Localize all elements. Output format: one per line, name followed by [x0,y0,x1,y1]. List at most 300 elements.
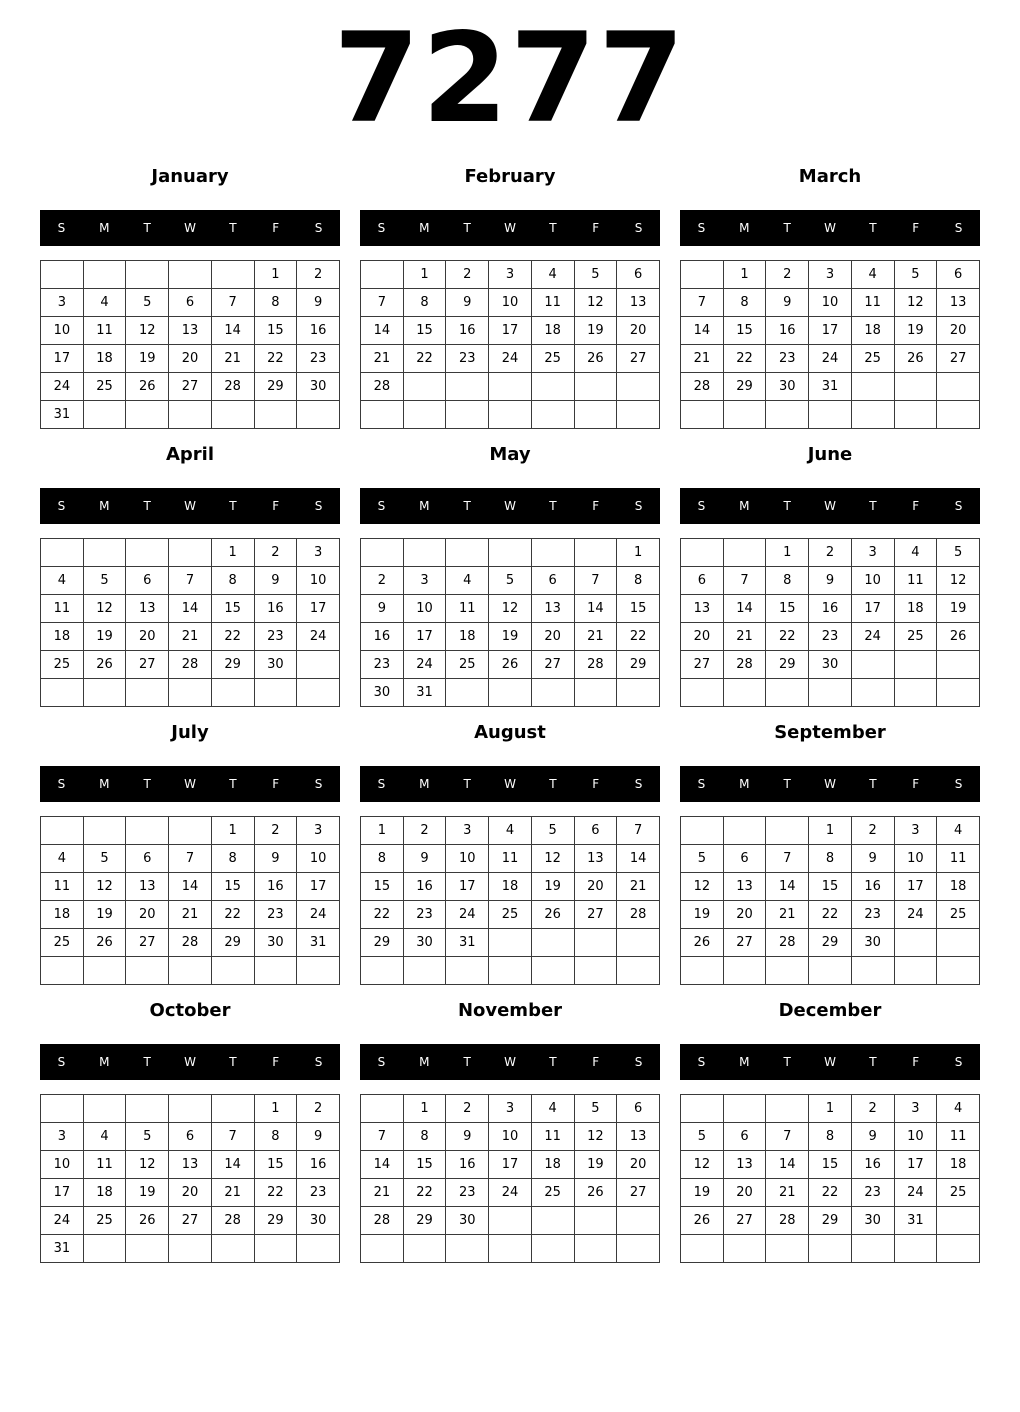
day-cell [531,679,574,707]
day-cell [851,679,894,707]
day-cell [937,1235,980,1263]
day-cell: 27 [617,345,660,373]
day-cell: 6 [723,1123,766,1151]
day-cell [723,1095,766,1123]
day-cell: 30 [851,929,894,957]
day-cell: 2 [297,1095,340,1123]
day-cell [531,1207,574,1235]
week-row [681,595,980,623]
day-cell: 24 [489,345,532,373]
weekday-label: F [272,221,280,235]
day-cell: 11 [41,873,84,901]
day-cell: 2 [403,817,446,845]
week-row [41,317,340,345]
day-cell: 24 [894,901,937,929]
day-cell [211,401,254,429]
day-cell: 7 [361,289,404,317]
day-cell [766,1095,809,1123]
day-cell [681,957,724,985]
week-row [41,901,340,929]
day-cell [531,373,574,401]
day-cell: 3 [489,261,532,289]
day-cell: 20 [723,901,766,929]
weekday-label: S [314,221,323,235]
day-cell: 9 [403,845,446,873]
day-cell [531,401,574,429]
week-row [361,1235,660,1263]
day-cell: 11 [446,595,489,623]
day-cell [894,679,937,707]
day-cell: 21 [211,345,254,373]
day-cell: 29 [766,651,809,679]
day-cell: 29 [361,929,404,957]
day-cell: 3 [41,1123,84,1151]
day-cell: 2 [851,1095,894,1123]
day-cell: 19 [937,595,980,623]
day-cell [361,539,404,567]
day-cell [681,401,724,429]
day-cell: 9 [446,1123,489,1151]
week-row [681,1207,980,1235]
month-name: October [149,1000,231,1021]
day-cell: 11 [83,1151,126,1179]
day-cell [723,679,766,707]
day-cell [83,1235,126,1263]
day-cell: 31 [41,1235,84,1263]
weekday-label: T [463,499,471,513]
weekday-header [680,1044,980,1080]
day-cell: 8 [254,1123,297,1151]
day-cell: 29 [211,651,254,679]
day-cell: 3 [297,817,340,845]
day-cell: 11 [531,1123,574,1151]
day-cell: 19 [126,1179,169,1207]
weekday-label: W [504,499,516,513]
weekday-label: W [824,221,836,235]
day-cell [766,679,809,707]
weekday-label: S [954,499,963,513]
weekday-label: W [184,221,196,235]
weekday-label: T [463,221,471,235]
week-row [361,1095,660,1123]
day-grid [40,260,340,429]
week-row [681,845,980,873]
day-cell: 14 [361,317,404,345]
weekday-label: S [697,499,706,513]
day-cell: 3 [446,817,489,845]
day-cell [41,539,84,567]
day-cell: 9 [851,845,894,873]
day-cell: 9 [297,1123,340,1151]
week-row [41,595,340,623]
day-cell [489,539,532,567]
day-cell: 22 [211,623,254,651]
day-cell [211,261,254,289]
week-row [41,957,340,985]
day-cell: 21 [574,623,617,651]
week-row [681,317,980,345]
day-cell: 20 [617,1151,660,1179]
day-cell: 20 [617,317,660,345]
day-cell: 8 [361,845,404,873]
day-cell: 17 [297,595,340,623]
week-row [41,1207,340,1235]
day-cell [446,1235,489,1263]
day-cell: 17 [851,595,894,623]
day-cell: 26 [531,901,574,929]
weekday-label: T [143,1055,151,1069]
day-cell: 10 [41,1151,84,1179]
day-cell: 22 [361,901,404,929]
weekday-label: M [739,777,750,791]
weekday-label: F [272,1055,280,1069]
weekday-label: S [57,777,66,791]
day-cell [766,957,809,985]
day-cell: 6 [681,567,724,595]
day-cell [574,679,617,707]
day-cell: 27 [126,929,169,957]
day-cell: 26 [574,1179,617,1207]
day-cell: 27 [126,651,169,679]
day-cell: 11 [937,845,980,873]
day-cell: 5 [574,261,617,289]
day-cell: 16 [361,623,404,651]
day-cell: 29 [809,1207,852,1235]
day-cell [41,957,84,985]
day-cell [617,1235,660,1263]
day-cell: 4 [83,1123,126,1151]
weekday-label: S [954,777,963,791]
day-cell [894,1235,937,1263]
day-cell: 13 [126,873,169,901]
day-cell: 2 [446,1095,489,1123]
day-cell: 24 [297,901,340,929]
weekday-label: T [783,499,791,513]
day-cell: 30 [297,373,340,401]
day-cell: 12 [126,317,169,345]
day-cell: 16 [254,873,297,901]
day-cell: 12 [126,1151,169,1179]
weekday-header [680,766,980,802]
day-cell: 25 [41,651,84,679]
day-cell: 14 [211,1151,254,1179]
week-row [361,623,660,651]
weekday-label: S [634,777,643,791]
day-cell: 29 [254,1207,297,1235]
week-row [361,817,660,845]
day-cell: 10 [489,289,532,317]
day-cell [297,651,340,679]
month-name: March [798,166,862,187]
weekday-label: S [697,221,706,235]
month-name: December [778,1000,882,1021]
day-cell: 21 [766,1179,809,1207]
day-cell: 2 [851,817,894,845]
day-cell [937,1207,980,1235]
week-row [41,1179,340,1207]
day-cell: 4 [489,817,532,845]
day-cell: 19 [681,901,724,929]
day-cell: 10 [809,289,852,317]
day-cell [126,817,169,845]
day-cell: 1 [403,261,446,289]
weekday-label: T [549,777,557,791]
day-cell: 27 [681,651,724,679]
day-cell: 7 [211,289,254,317]
day-cell: 24 [489,1179,532,1207]
day-cell: 26 [126,373,169,401]
weekday-label: T [549,1055,557,1069]
day-cell [211,1235,254,1263]
weekday-label: W [504,1055,516,1069]
month-name: February [464,166,556,187]
month-name: July [171,722,209,743]
day-cell [169,679,212,707]
day-cell [489,929,532,957]
day-cell: 30 [851,1207,894,1235]
weekday-label: S [57,1055,66,1069]
weekday-label: S [634,221,643,235]
week-row [681,345,980,373]
week-row [361,679,660,707]
day-cell: 15 [254,1151,297,1179]
weekday-label: F [592,777,600,791]
day-cell: 28 [681,373,724,401]
day-cell: 23 [297,1179,340,1207]
day-cell: 13 [531,595,574,623]
day-cell: 17 [41,345,84,373]
day-cell: 20 [574,873,617,901]
day-cell: 7 [723,567,766,595]
weekday-label: W [824,499,836,513]
day-grid [680,260,980,429]
day-cell: 30 [446,1207,489,1235]
day-cell: 29 [254,373,297,401]
weekday-label: F [912,1055,920,1069]
day-cell: 10 [894,1123,937,1151]
weekday-label: M [739,221,750,235]
day-cell: 23 [297,345,340,373]
week-row [361,261,660,289]
day-cell: 26 [83,929,126,957]
day-cell [809,401,852,429]
day-cell: 7 [169,567,212,595]
day-cell: 9 [446,289,489,317]
weekday-label: S [697,777,706,791]
day-cell [446,539,489,567]
weekday-label: S [57,499,66,513]
day-cell [681,817,724,845]
day-cell: 2 [361,567,404,595]
day-cell [297,401,340,429]
day-cell: 28 [766,1207,809,1235]
day-cell: 12 [83,873,126,901]
day-cell: 22 [254,345,297,373]
weekday-label: W [504,221,516,235]
day-cell [617,1207,660,1235]
day-cell [894,401,937,429]
day-cell: 12 [894,289,937,317]
day-cell: 29 [403,1207,446,1235]
day-cell [361,1095,404,1123]
day-cell: 4 [531,261,574,289]
day-grid [360,538,660,707]
day-cell: 15 [617,595,660,623]
weekday-label: S [634,499,643,513]
day-cell: 18 [937,873,980,901]
week-row [41,623,340,651]
day-cell [531,1235,574,1263]
day-cell [211,957,254,985]
day-cell: 23 [403,901,446,929]
day-cell [531,929,574,957]
weekday-label: F [272,777,280,791]
day-cell: 4 [41,845,84,873]
day-cell [894,651,937,679]
week-row [361,1123,660,1151]
weekday-label: M [419,777,430,791]
day-cell: 11 [937,1123,980,1151]
weekday-label: W [184,1055,196,1069]
day-cell [937,957,980,985]
day-cell: 2 [297,261,340,289]
weekday-label: W [184,777,196,791]
day-cell [254,679,297,707]
week-row [681,651,980,679]
day-cell [169,401,212,429]
day-cell: 23 [254,901,297,929]
day-cell: 8 [211,845,254,873]
day-cell: 1 [403,1095,446,1123]
day-cell: 13 [169,317,212,345]
week-row [681,401,980,429]
day-cell [361,401,404,429]
weekday-label: F [592,499,600,513]
day-cell: 2 [766,261,809,289]
day-cell: 2 [809,539,852,567]
day-cell: 8 [723,289,766,317]
day-cell: 20 [126,901,169,929]
day-cell: 27 [531,651,574,679]
day-cell [531,957,574,985]
day-cell: 23 [254,623,297,651]
week-row [41,567,340,595]
day-cell: 26 [83,651,126,679]
day-grid [680,1094,980,1263]
week-row [361,401,660,429]
day-cell: 9 [254,567,297,595]
day-cell: 13 [169,1151,212,1179]
day-cell: 22 [809,901,852,929]
weekday-label: S [377,777,386,791]
day-cell: 17 [894,1151,937,1179]
week-row [41,539,340,567]
week-row [41,1235,340,1263]
day-cell: 4 [531,1095,574,1123]
day-cell: 25 [83,373,126,401]
day-cell: 16 [851,1151,894,1179]
day-cell: 13 [617,1123,660,1151]
weekday-label: F [592,221,600,235]
day-cell: 25 [937,1179,980,1207]
weekday-label: S [697,1055,706,1069]
weekday-label: F [912,221,920,235]
day-cell: 7 [617,817,660,845]
weekday-label: T [463,777,471,791]
day-cell: 16 [254,595,297,623]
weekday-header [360,488,660,524]
day-cell: 30 [361,679,404,707]
day-cell [766,1235,809,1263]
day-cell: 24 [41,1207,84,1235]
week-row [681,901,980,929]
weekday-label: S [634,1055,643,1069]
day-cell [41,817,84,845]
weekday-label: T [549,499,557,513]
day-cell [851,373,894,401]
week-row [361,539,660,567]
day-cell: 27 [723,1207,766,1235]
day-cell: 28 [211,373,254,401]
day-cell: 24 [41,373,84,401]
day-cell: 7 [211,1123,254,1151]
week-row [681,929,980,957]
day-cell: 6 [126,845,169,873]
weekday-label: W [184,499,196,513]
week-row [41,873,340,901]
day-cell: 12 [489,595,532,623]
day-cell: 17 [489,1151,532,1179]
weekday-header [360,1044,660,1080]
day-cell [169,261,212,289]
day-cell: 19 [681,1179,724,1207]
weekday-label: T [229,1055,237,1069]
week-row [681,1179,980,1207]
day-cell: 3 [894,1095,937,1123]
day-cell: 14 [211,317,254,345]
weekday-header [40,1044,340,1080]
day-cell [723,1235,766,1263]
day-grid [360,260,660,429]
day-cell: 1 [809,1095,852,1123]
day-cell: 3 [894,817,937,845]
day-cell [211,679,254,707]
day-cell: 14 [574,595,617,623]
day-cell: 29 [809,929,852,957]
day-cell [723,401,766,429]
day-cell: 12 [83,595,126,623]
day-cell: 25 [531,1179,574,1207]
week-row [361,1151,660,1179]
day-cell: 17 [894,873,937,901]
day-cell: 31 [894,1207,937,1235]
day-cell [169,817,212,845]
day-cell: 27 [723,929,766,957]
day-cell: 23 [446,345,489,373]
day-cell: 8 [766,567,809,595]
week-row [361,567,660,595]
day-cell: 26 [489,651,532,679]
day-cell: 5 [574,1095,617,1123]
day-cell [126,401,169,429]
day-cell: 30 [254,929,297,957]
day-cell: 19 [574,1151,617,1179]
day-cell: 9 [851,1123,894,1151]
weekday-header [680,488,980,524]
week-row [41,373,340,401]
day-cell: 21 [361,345,404,373]
day-cell: 7 [766,1123,809,1151]
